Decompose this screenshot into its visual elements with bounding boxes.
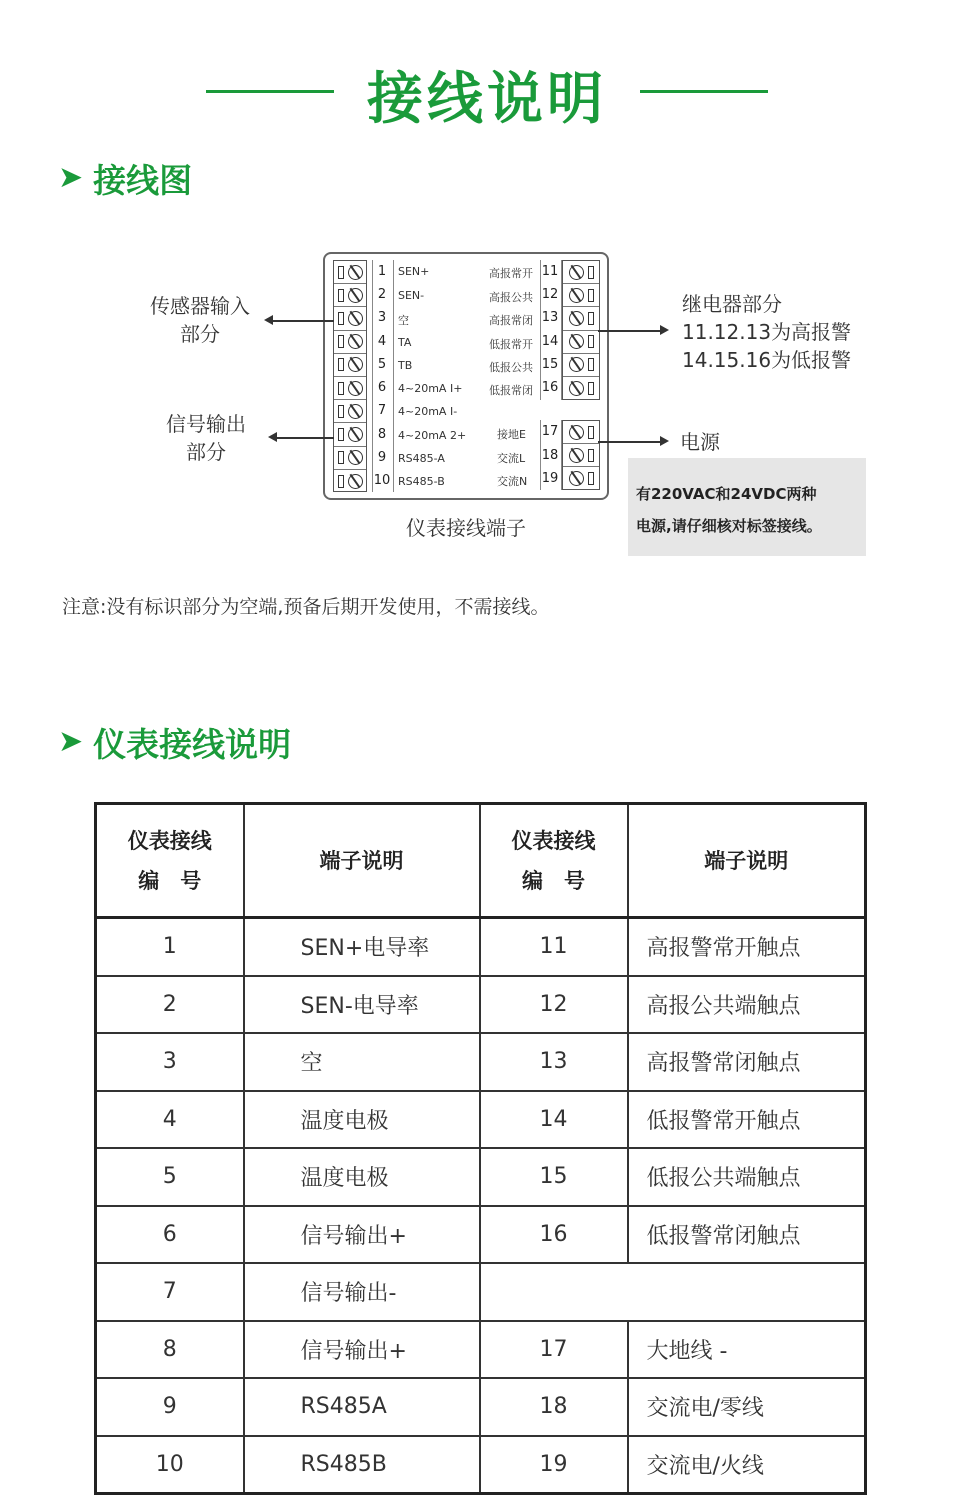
callout-sensor-input — [138, 292, 262, 348]
terminal-label: SEN+ — [398, 265, 430, 278]
screw-icon — [348, 474, 363, 489]
cell-description: 温度电极 — [244, 1148, 480, 1206]
cell-description: 空 — [244, 1033, 480, 1091]
cell-terminal-number: 15 — [480, 1148, 628, 1206]
connector-line — [598, 441, 660, 443]
screw-icon — [348, 427, 363, 442]
cell-description: 信号输出+ — [244, 1321, 480, 1379]
cell-description: SEN+电导率 — [244, 918, 480, 976]
terminal-number: 12 — [541, 287, 559, 302]
cell-terminal-number: 4 — [96, 1091, 244, 1149]
cell-description: 高报警常闭触点 — [628, 1033, 866, 1091]
terminal-screw — [334, 284, 366, 307]
cell-description: 大地线 - — [628, 1321, 866, 1379]
connector-line — [276, 437, 334, 439]
callout-line: 传感器输入 — [150, 294, 250, 318]
screw-icon — [569, 357, 584, 372]
connector-line — [598, 330, 660, 332]
cell-terminal-number: 12 — [480, 976, 628, 1034]
callout-line: 11.12.13为高报警 — [682, 320, 852, 344]
header-description-left: 端子说明 — [244, 804, 480, 918]
callout-line: 14.15.16为低报警 — [682, 348, 852, 372]
table-row — [96, 1378, 866, 1436]
terminal-label: 低报常闭 — [489, 384, 533, 397]
arrow-right-icon: ➤ — [58, 724, 84, 759]
terminal-number: 9 — [377, 450, 387, 465]
terminal-label: RS485-B — [398, 475, 445, 488]
terminal-label: TB — [398, 359, 413, 372]
terminal-screw — [563, 421, 599, 444]
terminal-label: 高报公共 — [489, 291, 533, 304]
cell-terminal-number: 2 — [96, 976, 244, 1034]
terminal-number: 10 — [373, 473, 391, 488]
terminal-number: 19 — [541, 471, 559, 486]
cell-terminal-number: 3 — [96, 1033, 244, 1091]
terminal-screw — [334, 354, 366, 377]
screw-icon — [348, 311, 363, 326]
terminal-label: 高报常开 — [489, 267, 533, 280]
terminal-label: 4~20mA 2+ — [398, 429, 467, 442]
terminal-label: 空 — [398, 314, 409, 327]
callout-line: 继电器部分 — [682, 292, 782, 316]
cell-description: 交流电/零线 — [628, 1378, 866, 1436]
terminal-label: 交流L — [497, 452, 526, 465]
terminal-number: 17 — [541, 424, 559, 439]
terminal-label: SEN- — [398, 289, 425, 302]
terminal-screw — [563, 444, 599, 467]
terminal-block-diagram — [323, 252, 609, 500]
callout-line: 部分 — [186, 440, 226, 464]
terminal-number: 14 — [541, 334, 559, 349]
cell-terminal-number: 18 — [480, 1378, 628, 1436]
cell-terminal-number: 13 — [480, 1033, 628, 1091]
wiring-table — [94, 802, 867, 1495]
terminal-label: 4~20mA I+ — [398, 382, 463, 395]
terminal-screw — [563, 467, 599, 490]
cell-terminal-number: 1 — [96, 918, 244, 976]
table-row — [96, 976, 866, 1034]
terminal-screw — [334, 400, 366, 423]
table-row — [96, 1206, 866, 1264]
terminal-screw — [563, 377, 599, 400]
cell-terminal-number: 17 — [480, 1321, 628, 1379]
terminal-number: 16 — [541, 380, 559, 395]
terminal-label: 低报公共 — [489, 361, 533, 374]
header-terminal-number-right: 仪表接线 编 号 — [480, 804, 628, 918]
cell-description: SEN-电导率 — [244, 976, 480, 1034]
terminal-screw — [334, 447, 366, 470]
terminal-screw — [334, 470, 366, 493]
screw-icon — [348, 265, 363, 280]
callout-relay — [682, 290, 882, 374]
terminal-label: 4~20mA I- — [398, 405, 458, 418]
table-header-row — [96, 804, 866, 918]
callout-power: 电源 — [680, 430, 720, 454]
table-row — [96, 1263, 866, 1321]
cell-description: 信号输出- — [244, 1263, 480, 1321]
callout-line: 信号输出 — [166, 412, 246, 436]
power-terminal-strip — [562, 420, 600, 490]
cell-description: RS485B — [244, 1436, 480, 1494]
cell-description: 低报警常闭触点 — [628, 1206, 866, 1264]
cell-description: 低报公共端触点 — [628, 1148, 866, 1206]
screw-icon — [569, 311, 584, 326]
terminal-number: 4 — [377, 334, 387, 349]
cell-description: 高报公共端触点 — [628, 976, 866, 1034]
screw-icon — [569, 265, 584, 280]
cell-terminal-number: 16 — [480, 1206, 628, 1264]
cell-description: 交流电/火线 — [628, 1436, 866, 1494]
terminal-number: 1 — [377, 264, 387, 279]
terminal-screw — [334, 331, 366, 354]
relay-number-column — [540, 260, 562, 400]
terminal-label: 高报常闭 — [489, 314, 533, 327]
diagram-caption: 仪表接线端子 — [406, 516, 526, 540]
cell-terminal-number: 8 — [96, 1321, 244, 1379]
terminal-number: 8 — [377, 427, 387, 442]
terminal-screw — [334, 423, 366, 446]
cell-terminal-number: 5 — [96, 1148, 244, 1206]
section-title: 仪表接线说明 — [93, 724, 292, 764]
terminal-number: 18 — [541, 448, 559, 463]
terminal-number: 15 — [541, 357, 559, 372]
terminal-label: TA — [398, 336, 412, 349]
terminal-screw — [563, 261, 599, 284]
arrow-right-icon: ➤ — [58, 160, 84, 195]
terminal-screw — [563, 307, 599, 330]
header-description-right: 端子说明 — [628, 804, 866, 918]
terminal-number: 7 — [377, 403, 387, 418]
title-divider-right — [640, 90, 768, 93]
terminal-number: 6 — [377, 380, 387, 395]
left-terminal-strip — [333, 260, 367, 492]
screw-icon — [348, 381, 363, 396]
screw-icon — [348, 404, 363, 419]
power-note-line: 电源,请仔细核对标签接线。 — [636, 517, 822, 535]
cell-description: 高报警常开触点 — [628, 918, 866, 976]
cell-terminal-number: 19 — [480, 1436, 628, 1494]
section-heading-meter-wiring — [58, 720, 291, 764]
section-title: 接线图 — [93, 160, 193, 200]
arrow-right-icon — [660, 436, 669, 446]
terminal-number: 11 — [541, 264, 559, 279]
section-heading-wiring-diagram — [58, 156, 192, 200]
terminal-screw — [334, 377, 366, 400]
screw-icon — [569, 288, 584, 303]
screw-icon — [348, 334, 363, 349]
terminal-screw — [563, 331, 599, 354]
terminal-screw — [563, 354, 599, 377]
arrow-right-icon — [660, 325, 669, 335]
terminal-screw — [334, 261, 366, 284]
terminal-number: 13 — [541, 310, 559, 325]
page-title-block — [0, 55, 960, 135]
screw-icon — [348, 357, 363, 372]
wiring-note: 注意:没有标识部分为空端,预备后期开发使用，不需接线。 — [62, 596, 550, 618]
power-note-box — [628, 458, 866, 556]
screw-icon — [569, 425, 584, 440]
cell-terminal-number: 7 — [96, 1263, 244, 1321]
cell-terminal-number: 14 — [480, 1091, 628, 1149]
table-row — [96, 1321, 866, 1379]
cell-empty — [480, 1263, 866, 1321]
terminal-label: 接地E — [497, 428, 526, 441]
cell-description: 信号输出+ — [244, 1206, 480, 1264]
relay-terminal-strip — [562, 260, 600, 400]
screw-icon — [348, 450, 363, 465]
cell-terminal-number: 9 — [96, 1378, 244, 1436]
screw-icon — [569, 448, 584, 463]
terminal-screw — [334, 307, 366, 330]
table-row — [96, 1436, 866, 1494]
header-terminal-number-left: 仪表接线 编 号 — [96, 804, 244, 918]
power-note-line: 有220VAC和24VDC两种 — [636, 485, 817, 503]
cell-description: RS485A — [244, 1378, 480, 1436]
terminal-screw — [563, 284, 599, 307]
callout-line: 部分 — [180, 322, 220, 346]
callout-signal-output — [150, 410, 262, 466]
cell-description: 低报警常开触点 — [628, 1091, 866, 1149]
table-row — [96, 1033, 866, 1091]
terminal-number: 5 — [377, 357, 387, 372]
page-title: 接线说明 — [367, 66, 607, 132]
connector-line — [272, 320, 334, 322]
terminal-number: 3 — [377, 310, 387, 325]
terminal-label: RS485-A — [398, 452, 445, 465]
screw-icon — [569, 471, 584, 486]
cell-terminal-number: 10 — [96, 1436, 244, 1494]
cell-description: 温度电极 — [244, 1091, 480, 1149]
title-divider-left — [206, 90, 334, 93]
screw-icon — [348, 288, 363, 303]
terminal-label: 交流N — [497, 475, 528, 488]
table-row — [96, 1148, 866, 1206]
cell-terminal-number: 11 — [480, 918, 628, 976]
cell-terminal-number: 6 — [96, 1206, 244, 1264]
terminal-label: 低报常开 — [489, 338, 533, 351]
screw-icon — [569, 381, 584, 396]
table-row — [96, 918, 866, 976]
terminal-number: 2 — [377, 287, 387, 302]
screw-icon — [569, 334, 584, 349]
table-row — [96, 1091, 866, 1149]
